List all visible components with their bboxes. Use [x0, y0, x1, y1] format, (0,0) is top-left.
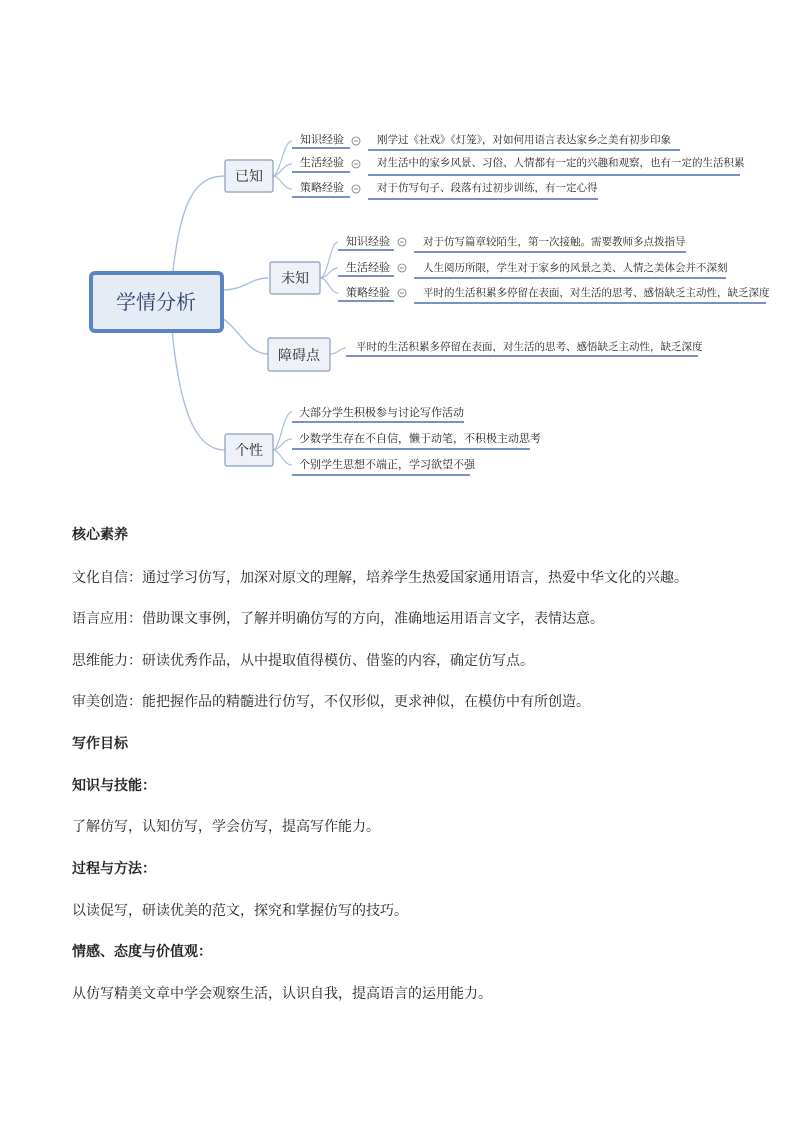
goal-emotion: 从仿写精美文章中学会观察生活，认识自我，提高语言的运用能力。 [72, 986, 492, 1002]
core-culture: 文化自信：通过学习仿写，加深对原文的理解，培养学生热爱国家通用语言，热爱中华文化的兴趣。 [72, 570, 688, 586]
branch-gexing [225, 405, 541, 475]
subheading-emotion: 情感、态度与价值观： [72, 944, 212, 960]
root-label: 学情分析 [116, 290, 196, 314]
connector-gexing-3 [273, 450, 292, 465]
item-label: 知识经验 [346, 235, 390, 248]
connector-weizhi-3 [320, 278, 338, 293]
item-text: 平时的生活积累多停留在表面，对生活的思考、感悟缺乏主动性，缺乏深度 [356, 341, 703, 353]
subheading-process: 过程与方法： [72, 861, 156, 877]
branch-yizhi [225, 132, 745, 199]
item-text: 大部分学生积极参与讨论写作活动 [299, 406, 464, 419]
item-label: 生活经验 [346, 261, 390, 274]
branch-zhangaidian [268, 338, 703, 371]
item-text: 对于仿写篇章较陌生，第一次接触。需要教师多点拨指导 [423, 236, 686, 248]
item-label: 策略经验 [300, 181, 344, 194]
core-aesthetic: 审美创造：能把握作品的精髓进行仿写，不仅形似，更求神似，在模仿中有所创造。 [72, 694, 590, 710]
mind-map [0, 0, 794, 500]
item-text: 平时的生活积累多停留在表面，对生活的思考、感悟缺乏主动性，缺乏深度 [423, 287, 770, 299]
connector-yizhi-3 [273, 176, 292, 189]
item-text: 少数学生存在不自信，懒于动笔，不积极主动思考 [299, 432, 541, 445]
branch-title: 未知 [281, 271, 309, 287]
core-thinking: 思维能力：研读优秀作品，从中提取值得模仿、借鉴的内容，确定仿写点。 [72, 653, 534, 669]
item-text: 刚学过《社戏》《灯笼》，对如何用语言表达家乡之美有初步印象 [377, 134, 671, 146]
item-label: 策略经验 [346, 286, 390, 299]
item-label: 生活经验 [300, 156, 344, 169]
branch-title: 个性 [235, 443, 263, 459]
heading-writing-goals: 写作目标 [72, 736, 128, 752]
connector-root-zhangaidian [222, 318, 268, 354]
branch-title: 已知 [235, 169, 263, 185]
goal-knowledge: 了解仿写，认知仿写，学会仿写，提高写作能力。 [72, 819, 380, 835]
goal-process: 以读促写，研读优美的范文，探究和掌握仿写的技巧。 [72, 903, 408, 919]
item-text: 对于仿写句子、段落有过初步训练，有一定心得 [377, 182, 598, 194]
connector-root-yizhi [172, 176, 225, 280]
heading-core-literacy: 核心素养 [72, 527, 128, 543]
item-text: 人生阅历所限，学生对于家乡的风景之美、人情之美体会并不深刻 [423, 262, 728, 274]
connector-yizhi-1 [273, 141, 292, 176]
item-text: 个别学生思想不端正，学习欲望不强 [299, 458, 475, 471]
item-label: 知识经验 [300, 133, 344, 146]
item-text: 对生活中的家乡风景、习俗、人情都有一定的兴趣和观察，也有一定的生活积累 [377, 157, 745, 169]
branch-title: 障碍点 [278, 348, 320, 364]
branch-weizhi [270, 234, 770, 303]
root-node [91, 273, 222, 331]
connector-root-gexing [172, 330, 225, 450]
core-language: 语言应用：借助课文事例，了解并明确仿写的方向，准确地运用语言文字，表情达意。 [72, 611, 604, 627]
connector-root-weizhi [222, 278, 268, 290]
subheading-knowledge: 知识与技能： [72, 778, 156, 794]
